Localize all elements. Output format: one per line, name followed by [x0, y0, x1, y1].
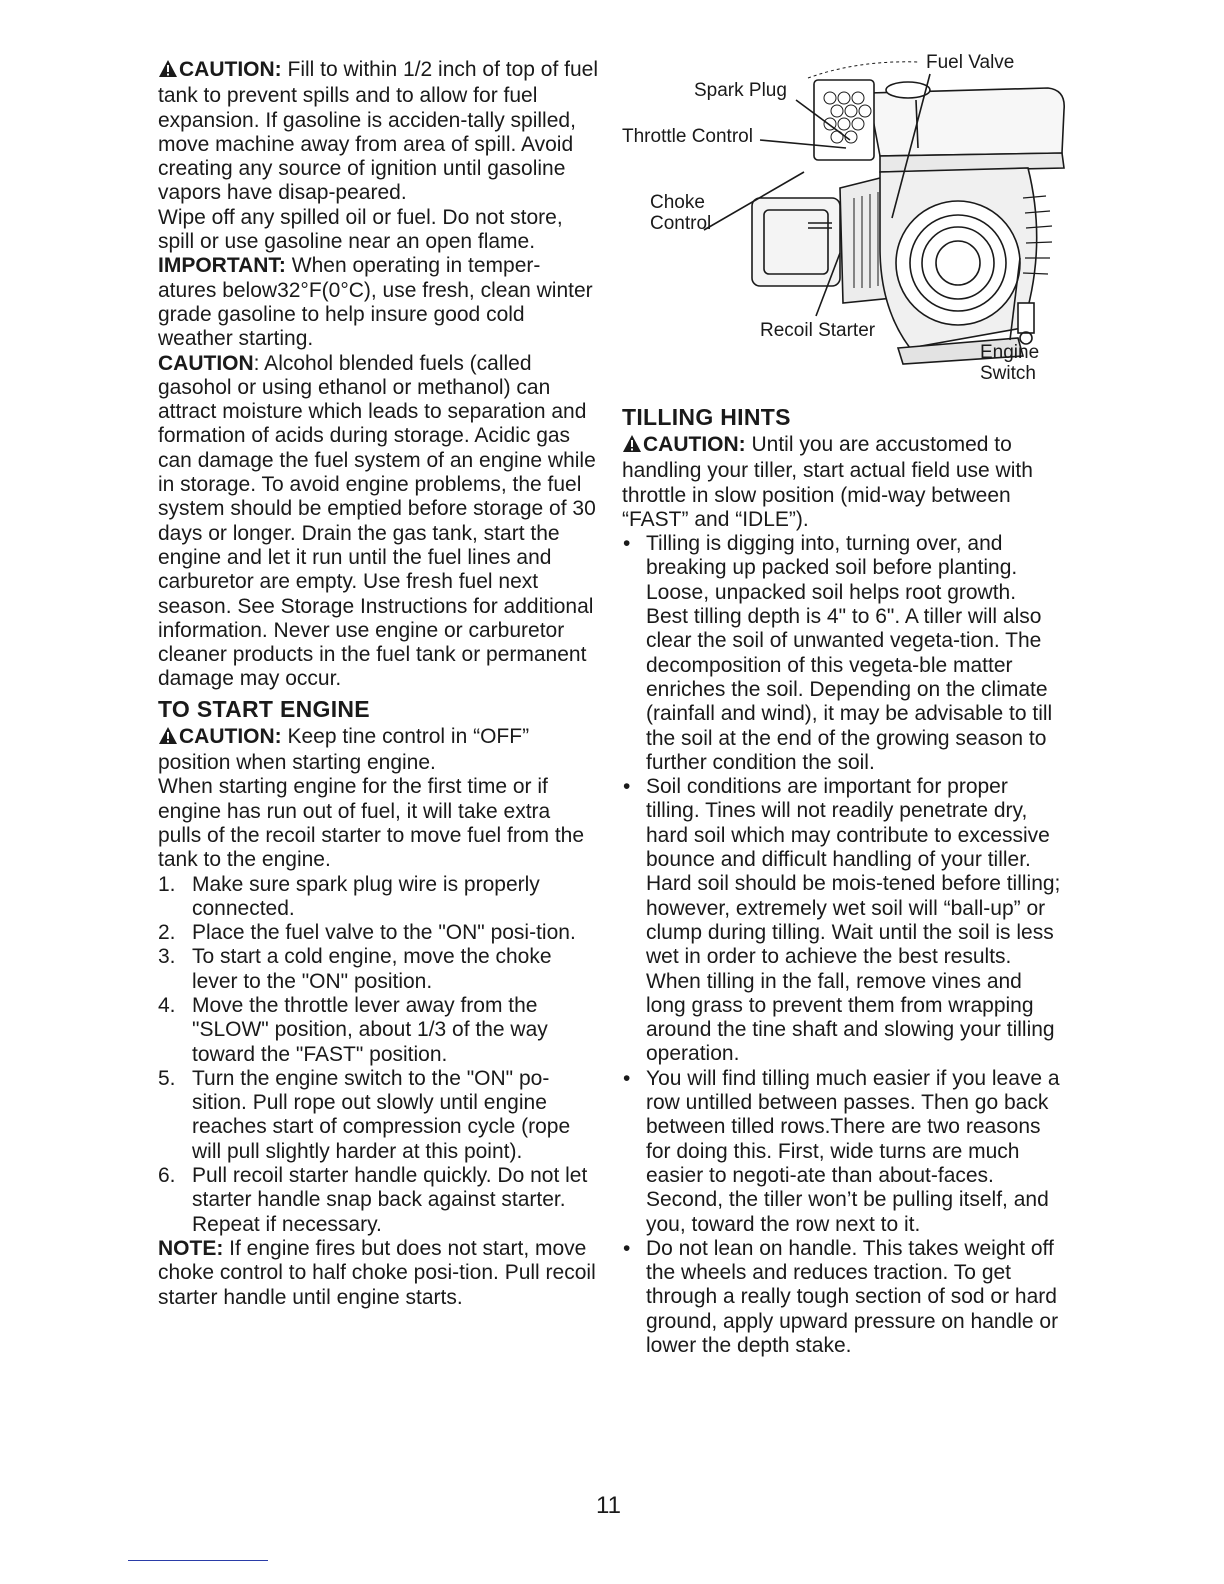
bullet-icon: • — [623, 775, 631, 799]
caution-label: CAUTION: — [643, 433, 746, 456]
tilling-hints-list — [622, 532, 1062, 1358]
engine-switch-label-line1: Engine — [980, 342, 1040, 363]
list-item — [622, 1237, 1062, 1358]
caution-text: Keep tine control in “OFF” position when starting engine. — [158, 724, 530, 775]
alcohol-caution-paragraph — [158, 352, 598, 692]
recoil-starter-label: Recoil Starter — [760, 320, 876, 341]
important-paragraph — [158, 254, 598, 351]
start-intro-paragraph: When starting engine for the first time or if engine has run out of fuel, it will take extra pulls of the recoil starter to move fuel from the tank to the engine. — [158, 775, 585, 872]
list-item — [158, 1164, 598, 1237]
tilling-caution-paragraph — [622, 433, 1062, 532]
step-text: Move the throttle lever away from the "SLOW" position, about 1/3 of the way toward the "FAST" position. — [192, 993, 548, 1066]
wipe-paragraph: Wipe off any spilled oil or fuel. Do not store, spill or use gasoline near an open flame. — [158, 205, 563, 254]
engine-diagram — [618, 48, 1078, 393]
start-engine-heading: TO START ENGINE — [158, 695, 370, 722]
list-item — [158, 994, 598, 1067]
step-number: 5. — [158, 1066, 176, 1090]
engine-switch-label-line2: Switch — [980, 363, 1036, 384]
bullet-icon: • — [623, 1066, 631, 1090]
step-number: 4. — [158, 993, 176, 1017]
warning-triangle-icon — [158, 59, 178, 84]
important-label: IMPORTANT: — [158, 254, 286, 278]
caution-label: CAUTION — [158, 351, 254, 375]
choke-control-label-line2: Control — [650, 213, 712, 234]
bullet-text: Tilling is digging into, turning over, and breaking up packed soil before planting. Loose, unpacked soil helps root growth. Best tilling depth is 4" to 6". A tiller will also clear the soil of unwanted vegeta-tion. The decomposition of this vegeta-ble matter enriches the soil. Depending on the climate (rainfall and wind), it may be advisable to till the soil at the end of the growing season to further condition the soil. — [646, 532, 1053, 774]
step-number: 3. — [158, 945, 176, 969]
bullet-text: Do not lean on handle. This takes weight off the wheels and reduces traction. To get through a really tough section of sod or hard ground, apply upward pressure on handle or lower the depth stake. — [646, 1236, 1059, 1357]
caution-label: CAUTION: — [179, 724, 282, 748]
step-number: 6. — [158, 1164, 176, 1188]
bullet-icon: • — [623, 1236, 631, 1260]
bullet-icon: • — [623, 532, 631, 556]
bullet-text: You will find tilling much easier if you leave a row untilled between passes. Then go back between tilled rows.There are two reasons for doing this. First, wide turns are much easier to negoti-ate than about-faces. Second, the tiller won’t be pulling itself, and you, toward the row next to it. — [646, 1066, 1060, 1236]
start-steps-list — [158, 873, 598, 1237]
left-column — [158, 58, 598, 1310]
step-number: 2. — [158, 921, 176, 945]
warning-triangle-icon — [158, 726, 178, 751]
list-item — [622, 1067, 1062, 1237]
step-number: 1. — [158, 872, 176, 896]
important-text: When operating in temper-atures below32°F(0°C), use fresh, clean winter grade gasoline to help insure good cold weather starting. — [158, 254, 593, 351]
throttle-control-label: Throttle Control — [622, 126, 753, 147]
list-item — [158, 945, 598, 994]
right-column — [622, 400, 1062, 1358]
choke-control-label-line1: Choke — [650, 192, 705, 213]
caution-text: Fill to within 1/2 inch of top of fuel tank to prevent spills and to allow for fuel expansion. If gasoline is acciden-tally spilled, move machine away from area of spill. Avoid creating any source of ignition until gasoline vapors have disap-peared. — [158, 58, 598, 205]
list-item — [158, 921, 598, 945]
fuel-caution-paragraph — [158, 58, 598, 206]
list-item — [158, 873, 598, 922]
page-number: 11 — [596, 1492, 621, 1519]
tilling-hints-heading: TILLING HINTS — [622, 404, 791, 430]
step-text: Make sure spark plug wire is properly connected. — [192, 872, 540, 920]
warning-triangle-icon — [622, 434, 642, 459]
note-paragraph — [158, 1237, 598, 1310]
list-item — [158, 1067, 598, 1164]
note-text: If engine fires but does not start, move choke control to half choke posi-tion. Pull recoil starter handle until engine starts. — [158, 1236, 596, 1309]
caution-text: Until you are accustomed to handling your tiller, start actual field use with throttle in slow position (mid-way between “FAST” and “IDLE”). — [622, 433, 1033, 531]
bullet-text: Soil conditions are important for proper tilling. Tines will not readily penetrate dry, hard soil which may contribute to excessive bounce and difficult handling of your tiller. Hard soil should be mois-tened before tilling; however, extremely wet soil will “ball-up” or clump during tilling. Wait until the soil is less wet in order to achieve the best results. When tilling in the fall, remove vines and long grass to prevent them from wrapping around the tine shaft and slowing your tilling operation. — [646, 775, 1061, 1066]
step-text: Place the fuel valve to the "ON" posi-tion. — [192, 921, 576, 945]
note-label: NOTE: — [158, 1236, 224, 1260]
spark-plug-label: Spark Plug — [694, 80, 787, 101]
list-item — [622, 532, 1062, 775]
caution-label: CAUTION: — [179, 58, 282, 81]
step-text: Pull recoil starter handle quickly. Do not let starter handle snap back against starter. Repeat if necessary. — [192, 1164, 588, 1236]
fuel-valve-label: Fuel Valve — [926, 52, 1015, 73]
step-text: Turn the engine switch to the "ON" po-sition. Pull rope out slowly until engine reaches start of compression cycle (rope will pull slightly harder at this point). — [192, 1066, 571, 1163]
caution-text: : Alcohol blended fuels (called gasohol or using ethanol or methanol) can attract moisture which leads to separation and formation of acids during storage. Acidic gas can damage the fuel system of an engine while in storage. To avoid engine problems, the fuel system should be emptied before storage of 30 days or longer. Drain the gas tank, start the engine and let it run until the fuel lines and carburetor are empty. Use fresh fuel next season. See Storage Instructions for additional information. Never use engine or carburetor cleaner products in the fuel tank or permanent damage may occur. — [158, 351, 596, 691]
footer-divider — [128, 1560, 268, 1561]
start-caution-paragraph — [158, 725, 598, 776]
list-item — [622, 775, 1062, 1067]
step-text: To start a cold engine, move the choke lever to the "ON" position. — [192, 945, 552, 993]
